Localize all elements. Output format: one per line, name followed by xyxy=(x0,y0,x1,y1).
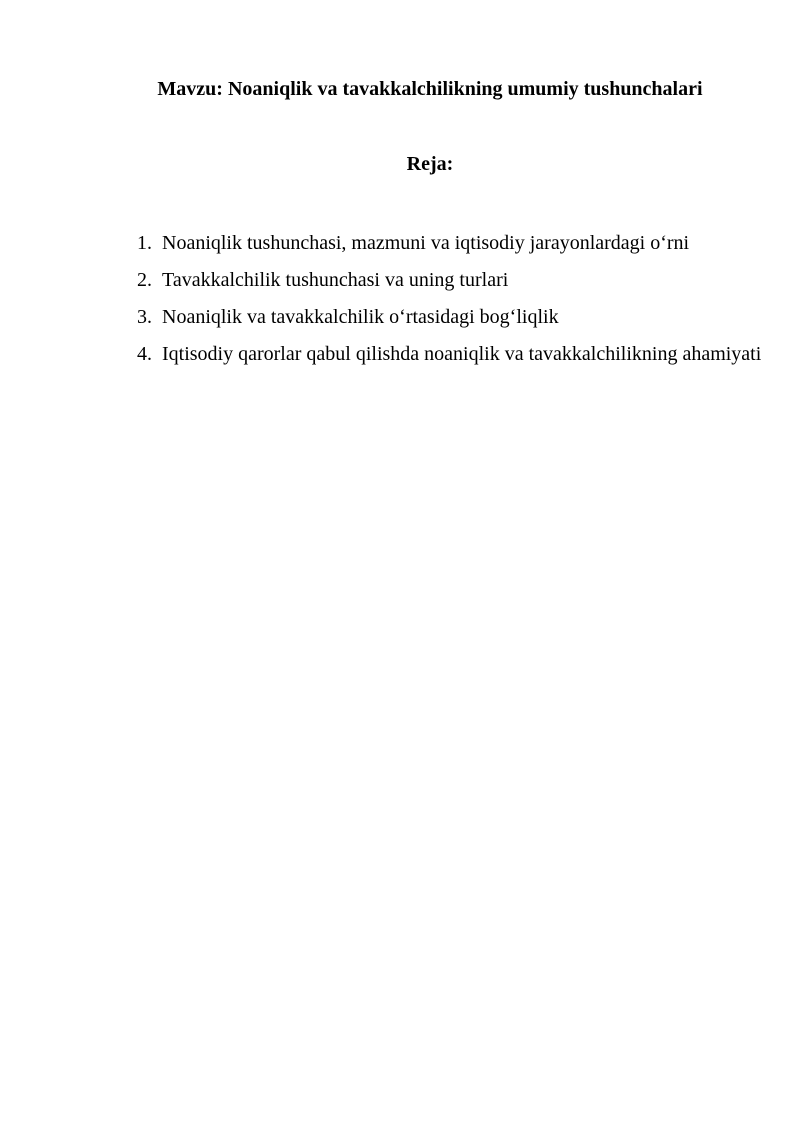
plan-item-text: Iqtisodiy qarorlar qabul qilishda noaniqlik va tavakkalchilikning ahamiyati xyxy=(162,343,762,365)
plan-item-number: 4. xyxy=(137,343,152,365)
plan-item xyxy=(137,225,777,262)
plan-item xyxy=(137,299,777,336)
plan-list xyxy=(137,225,777,373)
plan-heading: Reja: xyxy=(406,153,454,175)
plan-item-number: 1. xyxy=(137,232,152,254)
plan-item-text: Noaniqlik tushunchasi, mazmuni va iqtisodiy jarayonlardagi o‘rni xyxy=(162,232,690,254)
plan-item xyxy=(137,336,777,373)
plan-item-text: Tavakkalchilik tushunchasi va uning turlari xyxy=(162,269,509,291)
plan-item-number: 2. xyxy=(137,269,152,291)
plan-item-number: 3. xyxy=(137,306,152,328)
plan-item xyxy=(137,262,777,299)
document-title: Mavzu: Noaniqlik va tavakkalchilikning umumiy tushunchalari xyxy=(157,78,703,100)
plan-item-text: Noaniqlik va tavakkalchilik o‘rtasidagi bog‘liqlik xyxy=(162,306,559,328)
